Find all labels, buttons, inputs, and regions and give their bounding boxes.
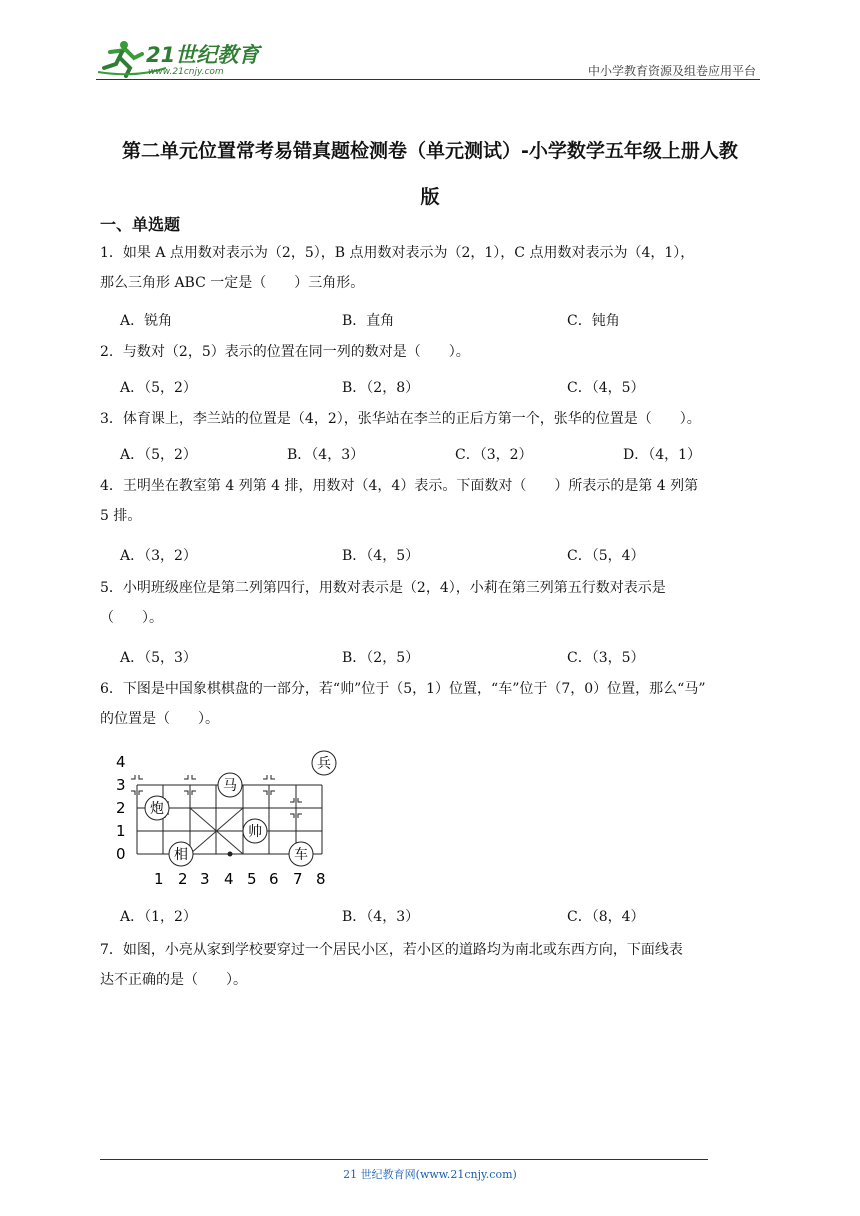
question-text-line: 的位置是（ ）。 bbox=[100, 711, 219, 727]
question-text-line: 7．如图，小亮从家到学校要穿过一个居民小区，若小区的道路均为南北或东西方向，下面线表 bbox=[100, 942, 683, 958]
svg-text:马: 马 bbox=[223, 778, 237, 794]
y-label: 4 bbox=[116, 753, 126, 771]
question-text-line: 2．与数对（2，5）表示的位置在同一列的数对是（ ）。 bbox=[100, 344, 470, 360]
x-label: 7 bbox=[293, 870, 303, 888]
x-label: 6 bbox=[269, 870, 279, 888]
section-heading: 一、单选题 bbox=[100, 215, 181, 234]
question-3 bbox=[100, 404, 780, 434]
title-line-1: 第二单元位置常考易错真题检测卷（单元测试）-小学数学五年级上册人教 bbox=[122, 140, 738, 162]
option-5a[interactable]: A．（5，3） bbox=[120, 650, 197, 666]
header-platform-text: 中小学教育资源及组卷应用平台 bbox=[587, 64, 756, 78]
y-label: 3 bbox=[116, 776, 126, 794]
option-2a[interactable]: A．（5，2） bbox=[120, 380, 197, 396]
chess-piece bbox=[289, 842, 313, 866]
question-4 bbox=[100, 471, 762, 531]
question-text-line: 达不正确的是（ ）。 bbox=[100, 972, 247, 988]
chess-piece bbox=[218, 773, 242, 797]
svg-text:帅: 帅 bbox=[248, 824, 262, 840]
question-1 bbox=[100, 238, 762, 298]
option-2b[interactable]: B．（2，8） bbox=[342, 380, 420, 396]
footer-link[interactable]: 21 世纪教育网(www.21cnjy.com) bbox=[343, 1168, 517, 1181]
option-3c[interactable]: C．（3，2） bbox=[455, 447, 533, 463]
option-1a[interactable]: A．锐角 bbox=[120, 313, 173, 329]
svg-text:炮: 炮 bbox=[150, 801, 164, 817]
footer-divider bbox=[100, 1159, 708, 1160]
svg-text:车: 车 bbox=[294, 847, 308, 863]
chess-piece bbox=[243, 819, 267, 843]
x-label: 4 bbox=[224, 870, 234, 888]
chess-piece bbox=[169, 842, 193, 866]
option-4b[interactable]: B．（4，5） bbox=[342, 548, 420, 564]
x-label: 8 bbox=[316, 870, 326, 888]
logo-text: 21世纪教育 bbox=[146, 43, 260, 67]
logo bbox=[96, 38, 266, 78]
y-label: 2 bbox=[116, 799, 126, 817]
option-1c[interactable]: C．钝角 bbox=[567, 313, 620, 329]
chess-piece bbox=[312, 751, 336, 775]
svg-text:相: 相 bbox=[174, 847, 188, 863]
question-text-line: 那么三角形 ABC 一定是（ ）三角形。 bbox=[100, 275, 365, 291]
x-label: 5 bbox=[247, 870, 257, 888]
option-1b[interactable]: B．直角 bbox=[342, 313, 395, 329]
question-text-line: 4．王明坐在教室第 4 列第 4 排，用数对（4，4）表示。下面数对（ ）所表示的是第 4 列第 bbox=[100, 478, 699, 494]
question-6 bbox=[100, 674, 762, 734]
question-text-line: 1．如果 A 点用数对表示为（2，5），B 点用数对表示为（2，1），C 点用数对表示为（4，1）， bbox=[100, 245, 695, 261]
x-label: 2 bbox=[178, 870, 188, 888]
option-4a[interactable]: A．（3，2） bbox=[120, 548, 197, 564]
option-5c[interactable]: C．（3，5） bbox=[567, 650, 645, 666]
option-3b[interactable]: B．（4，3） bbox=[287, 447, 365, 463]
title-line-2: 版 bbox=[420, 186, 440, 208]
option-3a[interactable]: A．（5，2） bbox=[120, 447, 197, 463]
option-6b[interactable]: B．（4，3） bbox=[342, 909, 420, 925]
question-2 bbox=[100, 337, 762, 367]
option-2c[interactable]: C．（4，5） bbox=[567, 380, 645, 396]
question-7 bbox=[100, 935, 762, 995]
question-text-line: 5 排。 bbox=[100, 508, 142, 524]
question-text-line: 5．小明班级座位是第二列第四行，用数对表示是（2，4），小莉在第三列第五行数对表示是 bbox=[100, 580, 666, 596]
option-6c[interactable]: C．（8，4） bbox=[567, 909, 645, 925]
option-4c[interactable]: C．（5，4） bbox=[567, 548, 645, 564]
chess-piece bbox=[145, 796, 169, 820]
svg-text:兵: 兵 bbox=[317, 756, 331, 772]
header-divider bbox=[96, 79, 760, 80]
page-title bbox=[80, 128, 780, 220]
question-text-line: 6．下图是中国象棋棋盘的一部分，若“帅”位于（5，1）位置，“车”位于（7，0）位置，那么“马” bbox=[100, 681, 706, 697]
x-label: 1 bbox=[154, 870, 164, 888]
question-text-line: 3．体育课上，李兰站的位置是（4，2），张华站在李兰的正后方第一个，张华的位置是（ ）。 bbox=[100, 411, 701, 427]
question-5 bbox=[100, 573, 762, 633]
chessboard-figure bbox=[112, 747, 348, 889]
y-label: 0 bbox=[116, 845, 126, 863]
x-label: 3 bbox=[200, 870, 210, 888]
option-6a[interactable]: A．（1，2） bbox=[120, 909, 197, 925]
option-5b[interactable]: B．（2，5） bbox=[342, 650, 420, 666]
logo-url: www.21cnjy.com bbox=[148, 67, 224, 77]
option-3d[interactable]: D．（4，1） bbox=[623, 447, 702, 463]
y-label: 1 bbox=[116, 822, 126, 840]
question-text-line: （ ）。 bbox=[100, 610, 163, 626]
